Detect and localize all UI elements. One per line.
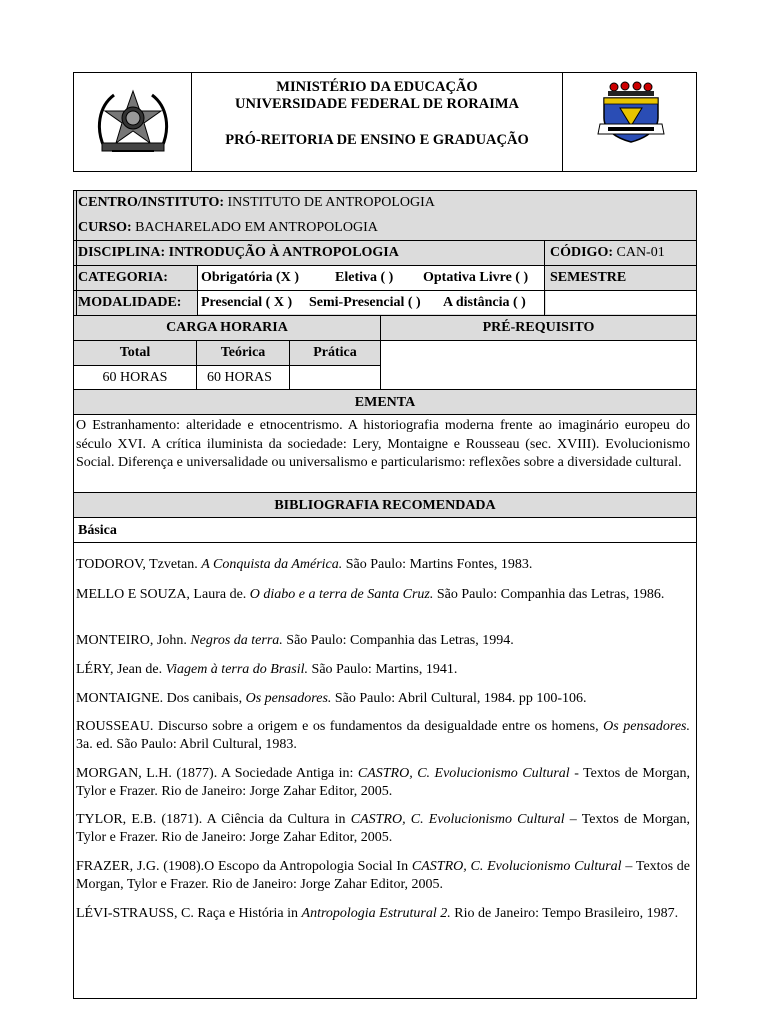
disciplina-label: DISCIPLINA: — [78, 245, 166, 260]
reference-item: LÉRY, Jean de. Viagem à terra do Brasil. São Paulo: Martins, 1941. — [76, 662, 458, 677]
modalidade-presencial: Presencial ( X ) — [201, 295, 293, 310]
col-pratica: Prática — [313, 345, 357, 360]
reference-item: MELLO E SOUZA, Laura de. O diabo e a terra de Santa Cruz. São Paulo: Companhia das Letras, 1986. — [76, 587, 665, 602]
reference-item: TYLOR, E.B. (1871). A Ciência da Cultura in CASTRO, C. Evolucionismo Cultural – Textos de Morgan, Tylor e Frazer. Rio de Janeiro: Jorge Zahar Editor, 2005. — [76, 812, 691, 845]
modalidade-distancia: A distância ( ) — [443, 295, 526, 310]
categoria-label: CATEGORIA: — [78, 270, 168, 285]
carga-horaria-title: CARGA HORARIA — [166, 320, 288, 335]
brazil-coat-of-arms-icon — [92, 85, 174, 157]
centro-row — [78, 194, 435, 211]
ementa-title: EMENTA — [354, 395, 416, 410]
curso-value: BACHARELADO EM ANTROPOLOGIA — [135, 220, 378, 235]
reference-item: ROUSSEAU. Discurso sobre a origem e os fundamentos da desigualdade entre os homens, Os pensadores. 3a. ed. São Paulo: Abril Cultural, 1983. — [76, 719, 691, 752]
codigo-cell — [550, 244, 665, 261]
reference-item: MONTAIGNE. Dos canibais, Os pensadores. São Paulo: Abril Cultural, 1984. pp 100-106. — [76, 691, 587, 706]
centro-value: INSTITUTO DE ANTROPOLOGIA — [227, 195, 435, 210]
curso-label: CURSO: — [78, 220, 132, 235]
ufrr-crest-icon — [592, 80, 672, 146]
col-teorica: Teórica — [220, 345, 266, 360]
ementa-text: O Estranhamento: alteridade e etnocentrismo. A historiografia moderna frente ao imaginário europeu do século XVI. A crítica iluminista da sociedade: Lery, Montaigne e Rousseau (sec. XVIII). Evolucionismo Social. Diferença e universalidade ou universalismo e particularismo: reflexões sobre a diversidade cultural. — [76, 418, 690, 470]
bibliografia-title: BIBLIOGRAFIA RECOMENDADA — [274, 498, 496, 513]
header-university: UNIVERSIDADE FEDERAL DE RORAIMA — [235, 96, 519, 112]
pre-requisito-title: PRÉ-REQUISITO — [482, 320, 595, 335]
modalidade-semi-presencial: Semi-Presencial ( ) — [309, 295, 421, 310]
disciplina-value: INTRODUÇÃO À ANTROPOLOGIA — [168, 245, 399, 260]
categoria-eletiva: Eletiva ( ) — [335, 270, 394, 285]
disciplina-row — [78, 244, 399, 261]
basica-label: Básica — [78, 523, 117, 538]
col-total: Total — [119, 345, 151, 360]
header-ministry: MINISTÉRIO DA EDUCAÇÃO — [276, 79, 478, 95]
codigo-value: CAN-01 — [616, 245, 665, 260]
centro-label: CENTRO/INSTITUTO: — [78, 195, 225, 210]
reference-item: MORGAN, L.H. (1877). A Sociedade Antiga in: CASTRO, C. Evolucionismo Cultural - Textos de Morgan, Tylor e Frazer. Rio de Janeiro: Jorge Zahar Editor, 2005. — [76, 766, 690, 799]
curso-row — [78, 219, 378, 236]
categoria-obrigatoria: Obrigatória (X ) — [201, 270, 299, 285]
header-pro-reitoria: PRÓ-REITORIA DE ENSINO E GRADUAÇÃO — [225, 132, 529, 148]
semestre-label: SEMESTRE — [550, 270, 627, 285]
reference-item: FRAZER, J.G. (1908).O Escopo da Antropologia Social In CASTRO, C. Evolucionismo Cultural – Textos de Morgan, Tylor e Frazer. Rio de Janeiro: Jorge Zahar Editor, 2005. — [76, 859, 691, 892]
categoria-optativa: Optativa Livre ( ) — [423, 270, 529, 285]
modalidade-label: MODALIDADE: — [78, 295, 182, 310]
val-teorica: 60 HORAS — [207, 370, 272, 385]
codigo-label: CÓDIGO: — [550, 245, 613, 260]
reference-item: TODOROV, Tzvetan. A Conquista da América. São Paulo: Martins Fontes, 1983. — [76, 557, 533, 572]
reference-item: MONTEIRO, John. Negros da terra. São Paulo: Companhia das Letras, 1994. — [76, 633, 514, 648]
val-total: 60 HORAS — [102, 370, 168, 385]
reference-item: LÉVI-STRAUSS, C. Raça e História in Antropologia Estrutural 2. Rio de Janeiro: Tempo Brasileiro, 1987. — [76, 906, 679, 921]
